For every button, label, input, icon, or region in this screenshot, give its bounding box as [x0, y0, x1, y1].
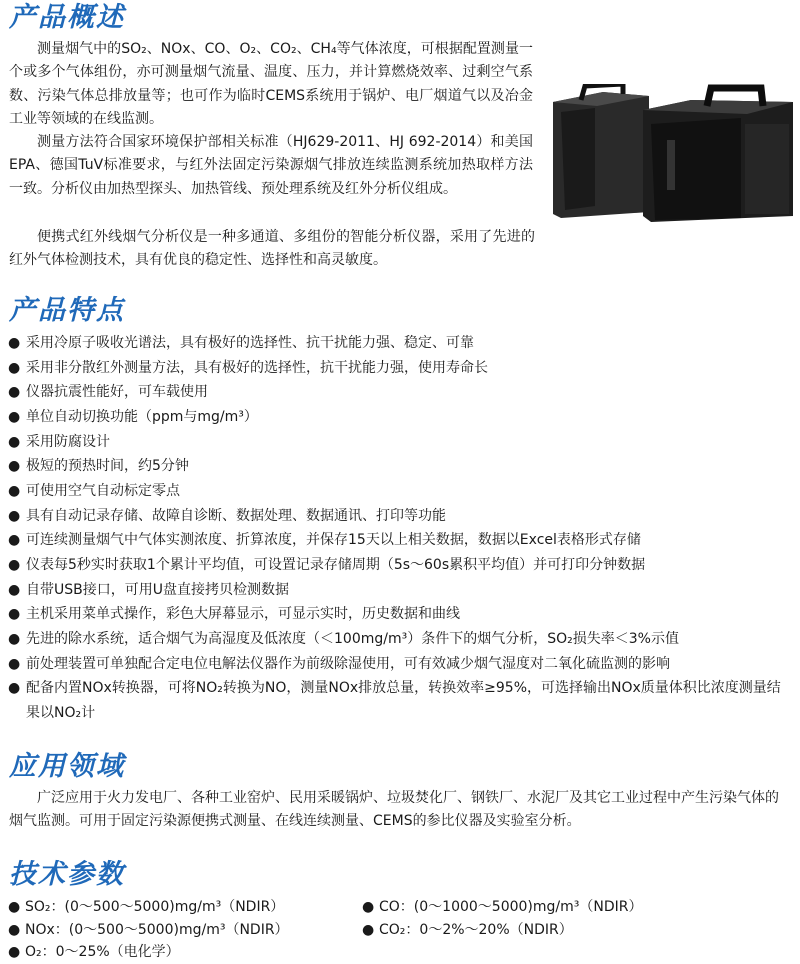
bullet-icon: ●	[8, 606, 21, 623]
bullet-icon: ●	[8, 921, 21, 938]
bullet-icon: ●	[8, 680, 21, 697]
feature-item: ● 采用防腐设计	[8, 430, 788, 455]
feature-item: ● 具有自动记录存储、故障自诊断、数据处理、数据通讯、打印等功能	[8, 504, 788, 529]
bullet-icon: ●	[8, 507, 21, 524]
gas-analyzer-device-image	[551, 84, 795, 224]
spec-item-nox: ● NOx：(0～500～5000)mg/m³（NDIR）	[8, 919, 362, 942]
features-list	[8, 331, 788, 726]
bullet-icon: ●	[8, 458, 21, 475]
spec-item-o2: ● O₂：0～25%（电化学）	[8, 941, 362, 964]
overview-paragraph-2: 测量方法符合国家环境保护部相关标准（HJ629-2011、HJ 692-2014）和美国EPA、德国TuV标准要求，与红外法固定污染源烟气排放连续监测系统加热取样方法一致。分析仪由加热型探头、加热管线、预处理系统及红外分析仪组成。	[9, 134, 533, 197]
bullet-icon: ●	[8, 581, 21, 598]
overview-paragraph-1: 测量烟气中的SO₂、NOx、CO、O₂、CO₂、CH₄等气体浓度，可根据配置测量一个或多个气体组份，亦可测量烟气流量、温度、压力，并计算燃烧效率、过剩空气系数、污染气体总排放量等；也可作为临时CEMS系统用于锅炉、电厂烟道气以及冶金工业等领域的在线监测。	[9, 41, 533, 128]
specs-list	[8, 896, 778, 964]
spec-item-co: ● CO：(0～1000～5000)mg/m³（NDIR）	[362, 896, 642, 919]
spec-item-so2: ● SO₂：(0～500～5000)mg/m³（NDIR）	[8, 896, 362, 919]
feature-item: ● 可连续测量烟气中气体实测浓度、折算浓度，并保存15天以上相关数据，数据以Excel表格形式存储	[8, 528, 788, 553]
applications-heading: 应用领域	[9, 751, 125, 782]
bullet-icon: ●	[8, 899, 21, 915]
spec-item-co2: ● CO₂：0～2%～20%（NDIR）	[362, 919, 573, 942]
feature-item: ● 仪器抗震性能好，可车载使用	[8, 380, 788, 405]
feature-item: ● 采用非分散红外测量方法，具有极好的选择性，抗干扰能力强，使用寿命长	[8, 356, 788, 381]
feature-item: ● 采用冷原子吸收光谱法，具有极好的选择性、抗干扰能力强、稳定、可靠	[8, 331, 788, 356]
bullet-icon: ●	[8, 335, 21, 351]
bullet-icon: ●	[8, 482, 21, 499]
bullet-icon: ●	[8, 556, 21, 573]
bullet-icon: ●	[8, 433, 21, 450]
feature-item: ● 可使用空气自动标定零点	[8, 479, 788, 504]
feature-item: ● 配备内置NOx转换器，可将NO₂转换为NO，测量NOx排放总量，转换效率≥95%，可选择输出NOx质量体积比浓度测量结果以NO₂计	[8, 676, 788, 725]
feature-item: ● 极短的预热时间，约5分钟	[8, 454, 788, 479]
bullet-icon: ●	[8, 532, 21, 549]
overview-paragraph-3: 便携式红外线烟气分析仪是一种多通道、多组份的智能分析仪器，采用了先进的红外气体检测技术，具有优良的稳定性、选择性和高灵敏度。	[9, 229, 535, 269]
feature-item: ● 自带USB接口，可用U盘直接拷贝检测数据	[8, 578, 788, 603]
feature-item: ● 先进的除水系统，适合烟气为高湿度及低浓度（＜100mg/m³）条件下的烟气分析，SO₂损失率＜3%示值	[8, 627, 788, 652]
overview-heading: 产品概述	[9, 2, 125, 33]
features-heading: 产品特点	[9, 295, 125, 326]
bullet-icon: ●	[8, 944, 21, 960]
feature-item: ● 单位自动切换功能（ppm与mg/m³）	[8, 405, 788, 430]
bullet-icon: ●	[8, 359, 21, 376]
bullet-icon: ●	[362, 921, 375, 938]
bullet-icon: ●	[8, 384, 21, 401]
bullet-icon: ●	[362, 899, 375, 915]
bullet-icon: ●	[8, 408, 21, 425]
applications-paragraph: 广泛应用于火力发电厂、各种工业窑炉、民用采暖锅炉、垃圾焚化厂、钢铁厂、水泥厂及其它工业过程中产生污染气体的烟气监测。可用于固定污染源便携式测量、在线连续测量、CEMS的参比仪器及实验室分析。	[9, 790, 779, 830]
feature-item: ● 主机采用菜单式操作，彩色大屏幕显示，可显示实时，历史数据和曲线	[8, 602, 788, 627]
bullet-icon: ●	[8, 655, 21, 672]
feature-item: ● 仪表每5秒实时获取1个累计平均值，可设置记录存储周期（5s～60s累积平均值）并可打印分钟数据	[8, 553, 788, 578]
feature-item: ● 前处理装置可单独配合定电位电解法仪器作为前级除湿使用，可有效减少烟气湿度对二氧化硫监测的影响	[8, 652, 788, 677]
bullet-icon: ●	[8, 630, 21, 647]
specs-heading: 技术参数	[9, 859, 125, 890]
